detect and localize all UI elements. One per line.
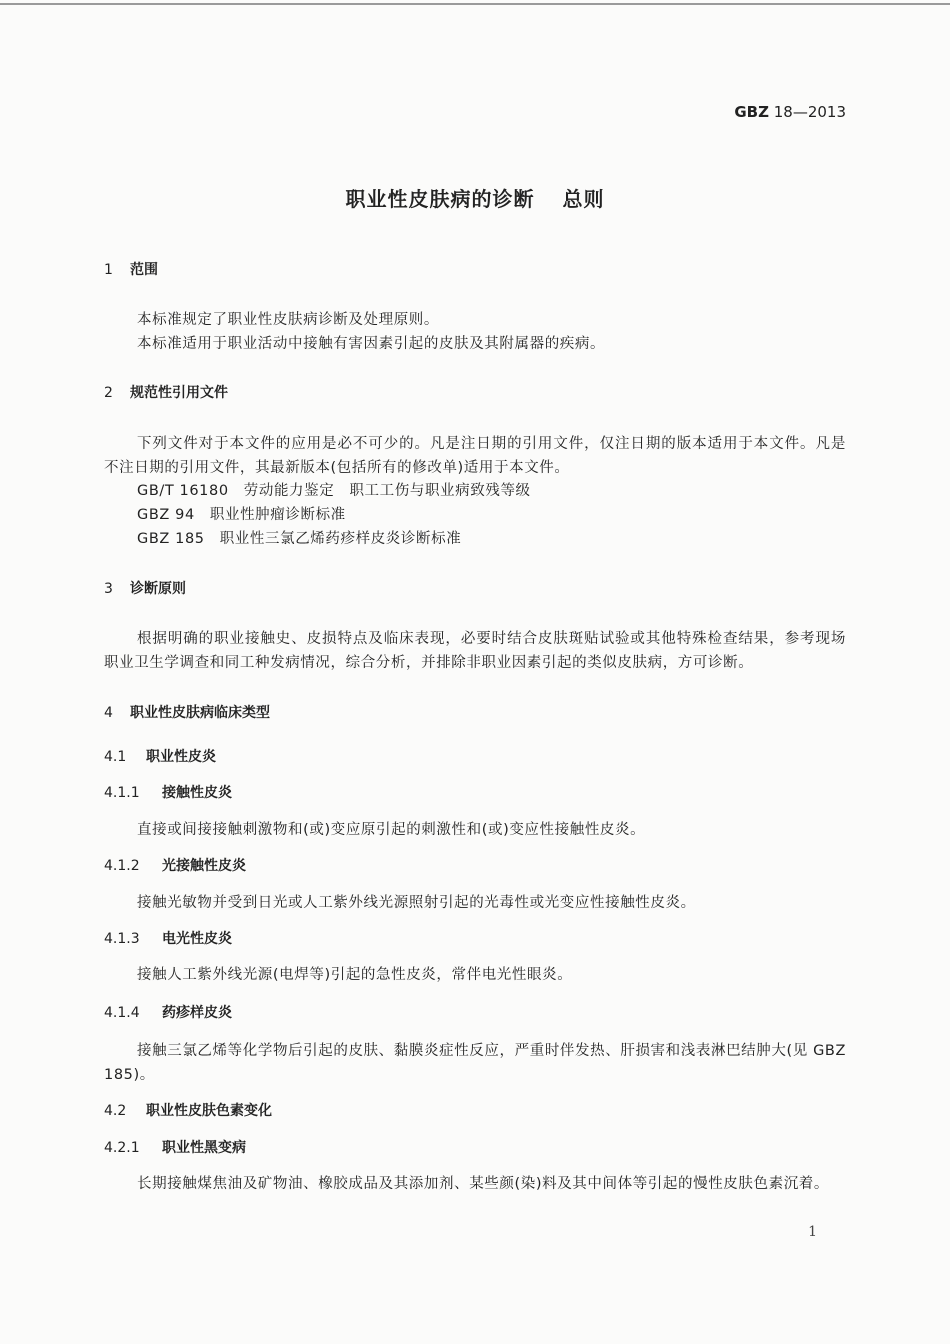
section-4-1-2-heading: 4.1.2 光接触性皮炎 xyxy=(104,858,246,874)
section-4-1-4-text: 接触三氯乙烯等化学物后引起的皮肤、黏膜炎症性反应，严重时伴发热、肝损害和浅表淋巴结肿大(见 GBZ 185)。 xyxy=(104,1043,846,1083)
top-border-line xyxy=(0,3,950,5)
section-4-2-1-text: 长期接触煤焦油及矿物油、橡胶成品及其添加剂、某些颜(染)料及其中间体等引起的慢性皮肤色素沉着。 xyxy=(137,1176,830,1192)
standard-code: GBZ 18—2013 xyxy=(734,103,846,121)
section-1-paragraph-2: 本标准适用于职业活动中接触有害因素引起的皮肤及其附属器的疾病。 xyxy=(137,336,606,352)
section-4-2-heading: 4.2 职业性皮肤色素变化 xyxy=(104,1103,272,1119)
section-2-heading: 2 规范性引用文件 xyxy=(104,385,228,401)
page-number: 1 xyxy=(808,1224,817,1240)
section-4-1-2-text: 接触光敏物并受到日光或人工紫外线光源照射引起的光毒性或光变应性接触性皮炎。 xyxy=(137,895,696,911)
reference-item: GB/T 16180 劳动能力鉴定 职工工伤与职业病致残等级 xyxy=(137,483,531,499)
section-4-1-3-heading: 4.1.3 电光性皮炎 xyxy=(104,931,232,947)
reference-item: GBZ 94 职业性肿瘤诊断标准 xyxy=(137,507,346,523)
section-1-heading: 1 范围 xyxy=(104,262,158,278)
document-title: 职业性皮肤病的诊断 总则 xyxy=(345,187,605,211)
section-4-1-1-heading: 4.1.1 接触性皮炎 xyxy=(104,785,232,801)
section-1-paragraph-1: 本标准规定了职业性皮肤病诊断及处理原则。 xyxy=(137,312,439,328)
section-3-paragraph: 根据明确的职业接触史、皮损特点及临床表现，必要时结合皮肤斑贴试验或其他特殊检查结果，参考现场职业卫生学调查和同工种发病情况，综合分析，并排除非职业因素引起的类似皮肤病，方可诊断。 xyxy=(104,631,846,671)
section-4-2-1-heading: 4.2.1 职业性黑变病 xyxy=(104,1140,246,1156)
section-4-1-heading: 4.1 职业性皮炎 xyxy=(104,749,216,765)
section-2-paragraph: 下列文件对于本文件的应用是必不可少的。凡是注日期的引用文件，仅注日期的版本适用于本文件。凡是不注日期的引用文件，其最新版本(包括所有的修改单)适用于本文件。 xyxy=(104,436,846,476)
section-4-1-1-text: 直接或间接接触刺激物和(或)变应原引起的刺激性和(或)变应性接触性皮炎。 xyxy=(137,822,646,838)
section-4-1-3-text: 接触人工紫外线光源(电焊等)引起的急性皮炎，常伴电光性眼炎。 xyxy=(137,967,573,983)
reference-item: GBZ 185 职业性三氯乙烯药疹样皮炎诊断标准 xyxy=(137,531,462,547)
section-4-1-4-heading: 4.1.4 药疹样皮炎 xyxy=(104,1005,232,1021)
section-3-heading: 3 诊断原则 xyxy=(104,581,186,597)
section-4-heading: 4 职业性皮肤病临床类型 xyxy=(104,705,270,721)
